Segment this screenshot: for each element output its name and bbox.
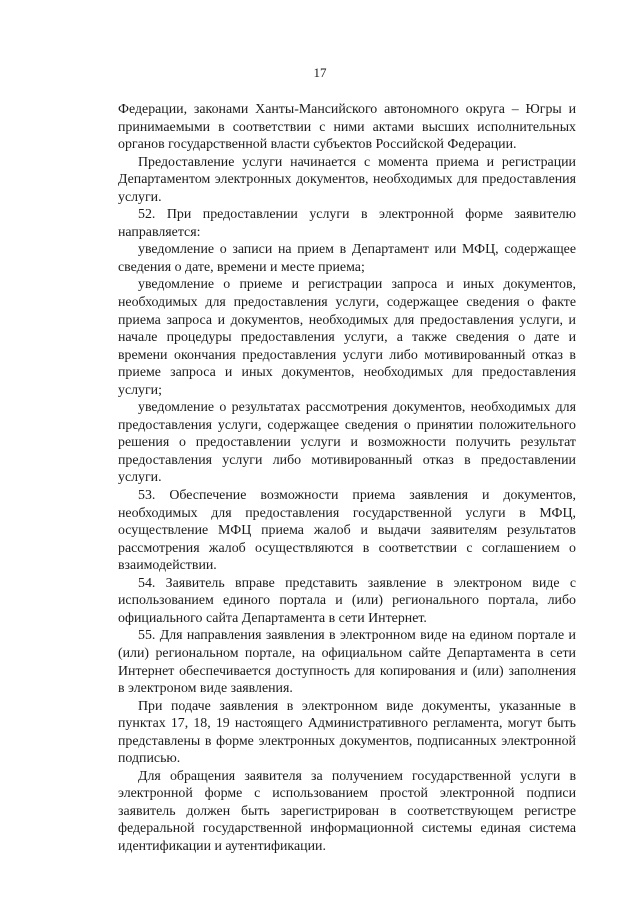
document-body	[118, 101, 576, 856]
page-number: 17	[313, 65, 327, 80]
paragraph-continuation: Федерации, законами Ханты-Мансийского автономного округа – Югры и принимаемыми в соответствии с ними актами высших исполнительных органов государственной власти субъектов Российской Федерации.	[118, 102, 576, 153]
paragraph-clause-55: 55. Для направления заявления в электронном виде на едином портале и (или) региональном портале, на официальном сайте Департамента в сети Интернет обеспечивается доступность для копирования и (или) заполнения в электроном виде заявления.	[118, 628, 576, 697]
paragraph-clause-52: 52. При предоставлении услуги в электронной форме заявителю направляется:	[118, 207, 576, 240]
paragraph-notice-results: уведомление о результатах рассмотрения документов, необходимых для предоставления услуги, содержащее сведения о принятии положительного решения о предоставлении услуги и возможности получить результат предоставления услуги либо мотивированный отказ в предоставлении услуги.	[118, 400, 576, 486]
paragraph-clause-53: 53. Обеспечение возможности приема заявления и документов, необходимых для предоставления государственной услуги в МФЦ, осуществление МФЦ приема жалоб и выдачи заявителям результатов рассмотрения жалоб осуществляются в соответствии с соглашением о взаимодействии.	[118, 488, 576, 574]
paragraph-simple-signature: Для обращения заявителя за получением государственной услуги в электронной форме с использованием простой электронной подписи заявитель должен быть зарегистрирован в соответствующем регистре федеральной государственной информационной системы единая система идентификации и аутентификации.	[118, 768, 576, 854]
paragraph-service-start: Предоставление услуги начинается с момента приема и регистрации Департаментом электронных документов, необходимых для предоставления услуги.	[118, 154, 576, 205]
paragraph-notice-registration: уведомление о приеме и регистрации запроса и иных документов, необходимых для предоставления услуги, содержащее сведения о факте приема запроса и документов, необходимых для предоставления услуги, и начале процедуры предоставления услуги, а также сведения о дате и времени окончания предоставления услуги либо мотивированный отказ в приеме запроса и иных документов, необходимых для предоставления услуги;	[118, 277, 576, 398]
paragraph-electronic-documents: При подаче заявления в электронном виде документы, указанные в пунктах 17, 18, 19 настоящего Административного регламента, могут быть представлены в форме электронных документов, подписанных электронной подписью.	[118, 698, 576, 767]
paragraph-notice-appointment: уведомление о записи на прием в Департамент или МФЦ, содержащее сведения о дате, времени и месте приема;	[118, 242, 576, 275]
paragraph-clause-54: 54. Заявитель вправе представить заявление в электроном виде с использованием единого портала и (или) регионального портала, либо официального сайта Департамента в сети Интернет.	[118, 575, 576, 626]
